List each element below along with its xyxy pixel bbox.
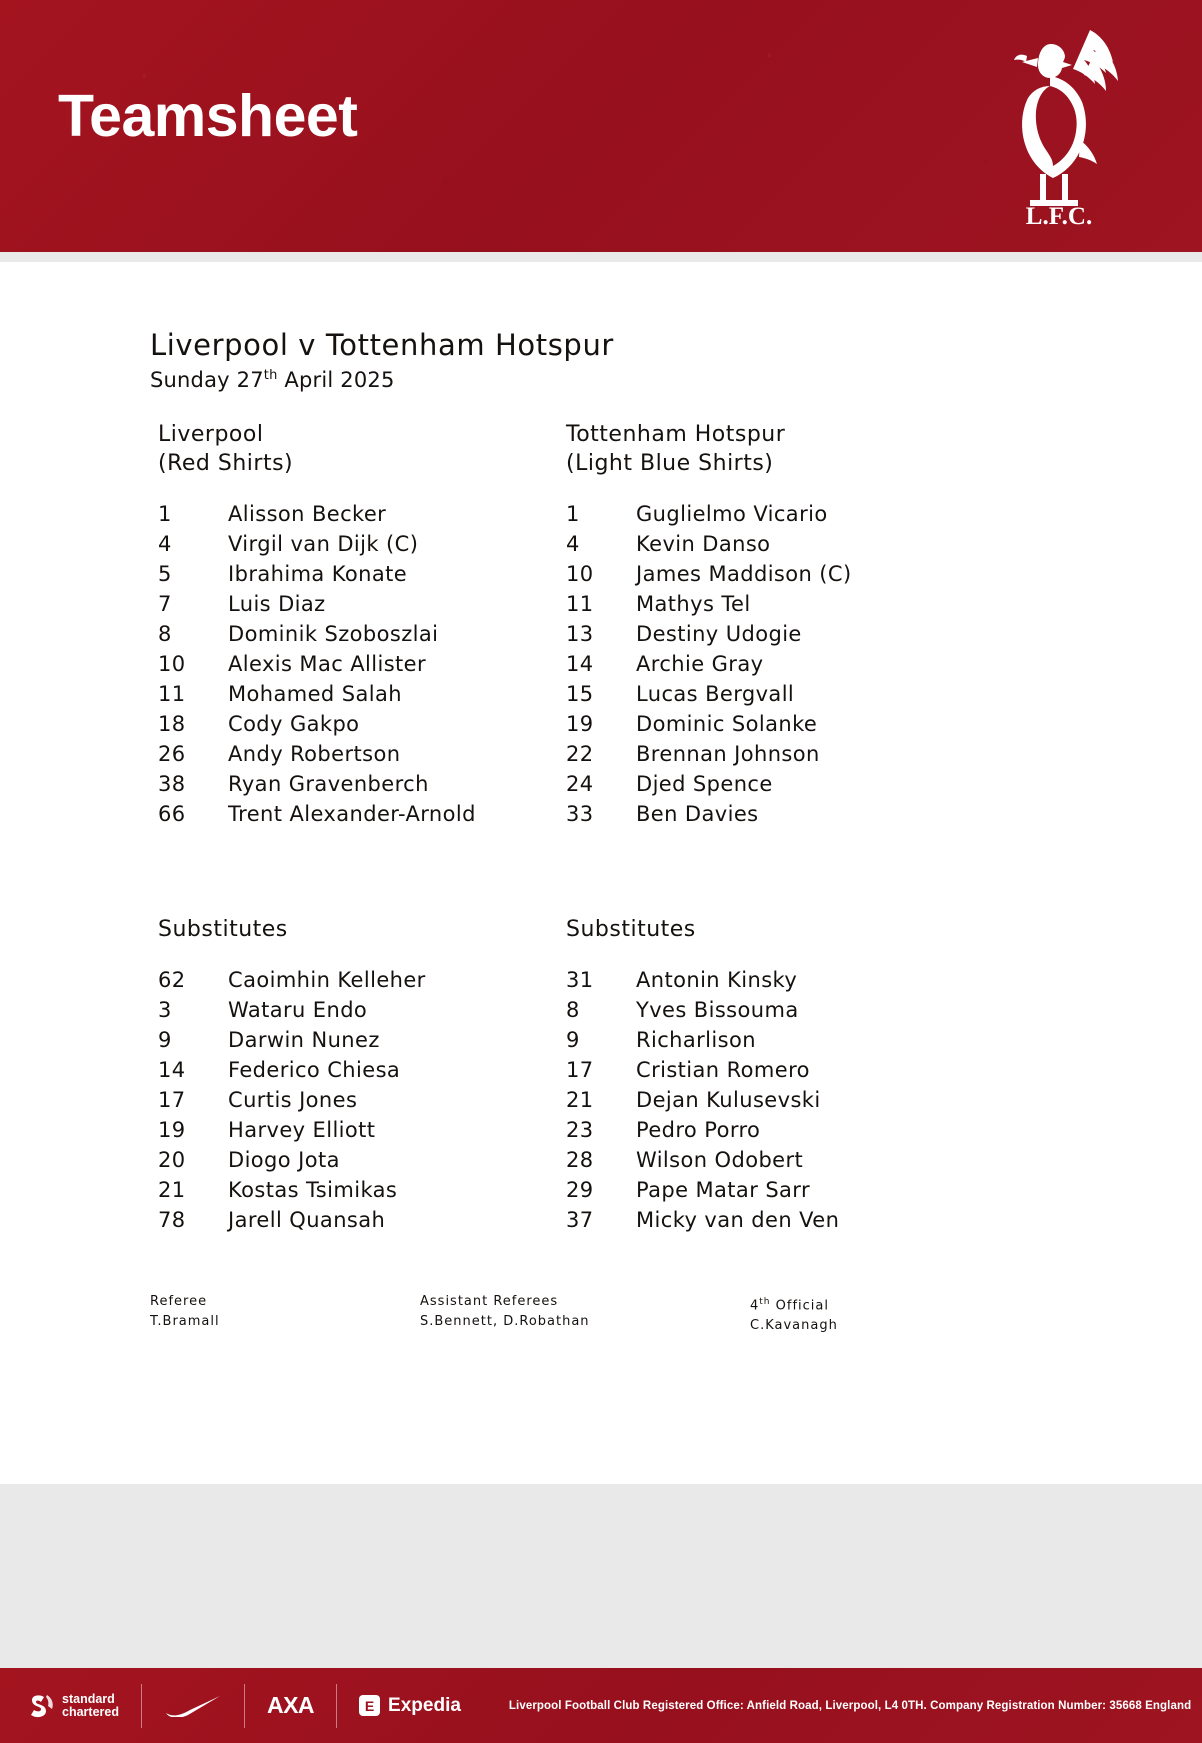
player-number: 18: [158, 712, 186, 736]
match-officials: [150, 1292, 1070, 1336]
divider: [141, 1684, 142, 1728]
table-row: [158, 742, 558, 772]
crest-letters: L.F.C.: [1025, 203, 1093, 227]
table-row: [566, 802, 986, 832]
player-name: Ibrahima Konate: [228, 562, 408, 586]
player-name: Cody Gakpo: [228, 712, 360, 736]
nike-swoosh-icon: [164, 1695, 222, 1717]
player-name: Andy Robertson: [228, 742, 401, 766]
player-number: 22: [566, 742, 594, 766]
table-row: [158, 712, 558, 742]
player-name: James Maddison (C): [636, 562, 852, 586]
list-item: [158, 1178, 558, 1208]
player-name: Lucas Bergvall: [636, 682, 795, 706]
player-number: 4: [566, 532, 580, 556]
table-row: [158, 802, 558, 832]
player-name: Curtis Jones: [228, 1088, 358, 1112]
divider: [244, 1684, 245, 1728]
assistant-referees-block: [420, 1292, 750, 1336]
standard-chartered-logo-icon: [26, 1691, 56, 1721]
player-name: Ryan Gravenberch: [228, 772, 429, 796]
assistant-referees-names: S.Bennett, D.Robathan: [420, 1314, 590, 1329]
away-team-column: [566, 420, 986, 832]
player-name: Cristian Romero: [636, 1058, 810, 1082]
player-number: 4: [158, 532, 172, 556]
player-number: 10: [566, 562, 594, 586]
table-row: [158, 652, 558, 682]
list-item: [158, 1088, 558, 1118]
table-row: [566, 622, 986, 652]
player-name: Yves Bissouma: [636, 998, 799, 1022]
player-name: Dejan Kulusevski: [636, 1088, 821, 1112]
player-number: 78: [158, 1208, 186, 1232]
expedia-mark-icon: E: [359, 1695, 380, 1716]
player-name: Mathys Tel: [636, 592, 751, 616]
fourth-official-block: [750, 1292, 1010, 1336]
player-name: Virgil van Dijk (C): [228, 532, 419, 556]
teamsheet-page: [0, 262, 1202, 1484]
fourth-official-label: [750, 1292, 1010, 1316]
player-name: Pedro Porro: [636, 1118, 761, 1142]
player-number: 17: [566, 1058, 594, 1082]
player-name: Caoimhin Kelleher: [228, 968, 426, 992]
player-name: Kevin Danso: [636, 532, 771, 556]
match-date: [150, 368, 395, 392]
player-number: 20: [158, 1148, 186, 1172]
footer-legal-text: Liverpool Football Club Registered Office: Anfield Road, Liverpool, L4 0TH. Company Registration Number: 35668 England: [508, 1699, 1192, 1712]
player-name: Luis Diaz: [228, 592, 326, 616]
player-number: 29: [566, 1178, 594, 1202]
referee-block: [150, 1292, 420, 1336]
sponsor-expedia: [359, 1695, 461, 1717]
list-item: [566, 998, 986, 1028]
player-number: 19: [566, 712, 594, 736]
player-number: 9: [158, 1028, 172, 1052]
player-number: 14: [566, 652, 594, 676]
home-team-column: [158, 420, 558, 832]
fourth-official-label-prefix: 4: [750, 1298, 760, 1314]
list-item: [566, 1028, 986, 1058]
player-name: Kostas Tsimikas: [228, 1178, 398, 1202]
player-number: 19: [158, 1118, 186, 1142]
away-team-kit: (Light Blue Shirts): [566, 451, 774, 476]
away-substitutes-column: [566, 917, 986, 1238]
list-item: [158, 1058, 558, 1088]
player-number: 62: [158, 968, 186, 992]
list-item: [158, 1208, 558, 1238]
table-row: [158, 532, 558, 562]
player-name: Federico Chiesa: [228, 1058, 401, 1082]
player-number: 3: [158, 998, 172, 1022]
player-number: 9: [566, 1028, 580, 1052]
list-item: [566, 1058, 986, 1088]
header-band: [0, 0, 1202, 252]
player-name: Archie Gray: [636, 652, 764, 676]
away-substitutes-list: [566, 968, 986, 1238]
player-name: Destiny Udogie: [636, 622, 802, 646]
match-date-prefix: Sunday 27: [150, 368, 264, 392]
table-row: [566, 772, 986, 802]
player-name: Jarell Quansah: [228, 1208, 386, 1232]
player-name: Dominic Solanke: [636, 712, 818, 736]
list-item: [566, 1088, 986, 1118]
sponsor-standard-chartered: [26, 1691, 119, 1721]
player-number: 31: [566, 968, 594, 992]
player-name: Darwin Nunez: [228, 1028, 380, 1052]
page-title: Teamsheet: [58, 83, 358, 149]
fourth-official-label-ordinal: th: [759, 1297, 771, 1307]
table-row: [566, 562, 986, 592]
away-substitutes-heading: Substitutes: [566, 917, 696, 942]
table-row: [158, 682, 558, 712]
player-name: Dominik Szoboszlai: [228, 622, 439, 646]
away-team-name: Tottenham Hotspur: [566, 422, 786, 447]
player-number: 8: [158, 622, 172, 646]
player-name: Antonin Kinsky: [636, 968, 798, 992]
home-team-kit: (Red Shirts): [158, 451, 294, 476]
player-name: Richarlison: [636, 1028, 756, 1052]
player-name: Pape Matar Sarr: [636, 1178, 811, 1202]
player-number: 11: [158, 682, 186, 706]
player-number: 28: [566, 1148, 594, 1172]
home-substitutes-list: [158, 968, 558, 1238]
fourth-official-label-suffix: Official: [770, 1298, 829, 1314]
player-name: Diogo Jota: [228, 1148, 340, 1172]
player-number: 33: [566, 802, 594, 826]
player-number: 10: [158, 652, 186, 676]
player-number: 13: [566, 622, 594, 646]
player-number: 11: [566, 592, 594, 616]
list-item: [158, 1118, 558, 1148]
table-row: [158, 622, 558, 652]
player-name: Harvey Elliott: [228, 1118, 376, 1142]
home-starting-lineup: [158, 502, 558, 832]
sponsor-axa: AXA: [266, 1692, 315, 1718]
sc-line-2: chartered: [62, 1704, 119, 1719]
table-row: [566, 652, 986, 682]
list-item: [566, 1178, 986, 1208]
match-date-ordinal: th: [263, 368, 278, 383]
player-number: 1: [158, 502, 172, 526]
list-item: [158, 998, 558, 1028]
home-substitutes-heading: Substitutes: [158, 917, 288, 942]
player-name: Mohamed Salah: [228, 682, 402, 706]
sponsor-footer: [0, 1668, 1202, 1743]
player-name: Alexis Mac Allister: [228, 652, 427, 676]
assistant-referees-label: Assistant Referees: [420, 1294, 559, 1309]
list-item: [566, 1208, 986, 1238]
list-item: [566, 1148, 986, 1178]
player-number: 8: [566, 998, 580, 1022]
list-item: [158, 1148, 558, 1178]
player-number: 23: [566, 1118, 594, 1142]
player-name: Guglielmo Vicario: [636, 502, 828, 526]
referee-label: Referee: [150, 1294, 208, 1309]
divider: [336, 1684, 337, 1728]
table-row: [158, 772, 558, 802]
liverbird-crest-icon: [994, 22, 1124, 227]
away-starting-lineup: [566, 502, 986, 832]
list-item: [566, 1118, 986, 1148]
list-item: [158, 1028, 558, 1058]
sc-line-1: standard: [62, 1691, 115, 1706]
player-name: Djed Spence: [636, 772, 773, 796]
home-substitutes-column: [158, 917, 558, 1238]
player-name: Trent Alexander-Arnold: [228, 802, 476, 826]
referee-name: T.Bramall: [150, 1314, 220, 1329]
table-row: [566, 682, 986, 712]
table-row: [566, 712, 986, 742]
player-number: 5: [158, 562, 172, 586]
player-number: 7: [158, 592, 172, 616]
player-number: 66: [158, 802, 186, 826]
table-row: [158, 562, 558, 592]
table-row: [566, 592, 986, 622]
player-name: Ben Davies: [636, 802, 759, 826]
player-name: Wataru Endo: [228, 998, 368, 1022]
player-number: 14: [158, 1058, 186, 1082]
table-row: [158, 592, 558, 622]
player-name: Brennan Johnson: [636, 742, 820, 766]
player-number: 15: [566, 682, 594, 706]
player-name: Micky van den Ven: [636, 1208, 840, 1232]
fourth-official-name: C.Kavanagh: [750, 1318, 838, 1334]
player-number: 17: [158, 1088, 186, 1112]
player-number: 26: [158, 742, 186, 766]
table-row: [566, 502, 986, 532]
player-name: Alisson Becker: [228, 502, 387, 526]
list-item: [566, 968, 986, 998]
home-team-name: Liverpool: [158, 422, 264, 447]
player-name: Wilson Odobert: [636, 1148, 804, 1172]
player-number: 24: [566, 772, 594, 796]
table-row: [566, 532, 986, 562]
table-row: [566, 742, 986, 772]
standard-chartered-wordmark: [62, 1693, 119, 1719]
match-title: Liverpool v Tottenham Hotspur: [150, 328, 614, 362]
expedia-wordmark: Expedia: [388, 1694, 461, 1716]
player-number: 21: [566, 1088, 594, 1112]
list-item: [158, 968, 558, 998]
table-row: [158, 502, 558, 532]
player-number: 21: [158, 1178, 186, 1202]
player-number: 37: [566, 1208, 594, 1232]
match-date-suffix: April 2025: [277, 368, 395, 392]
player-number: 38: [158, 772, 186, 796]
player-number: 1: [566, 502, 580, 526]
